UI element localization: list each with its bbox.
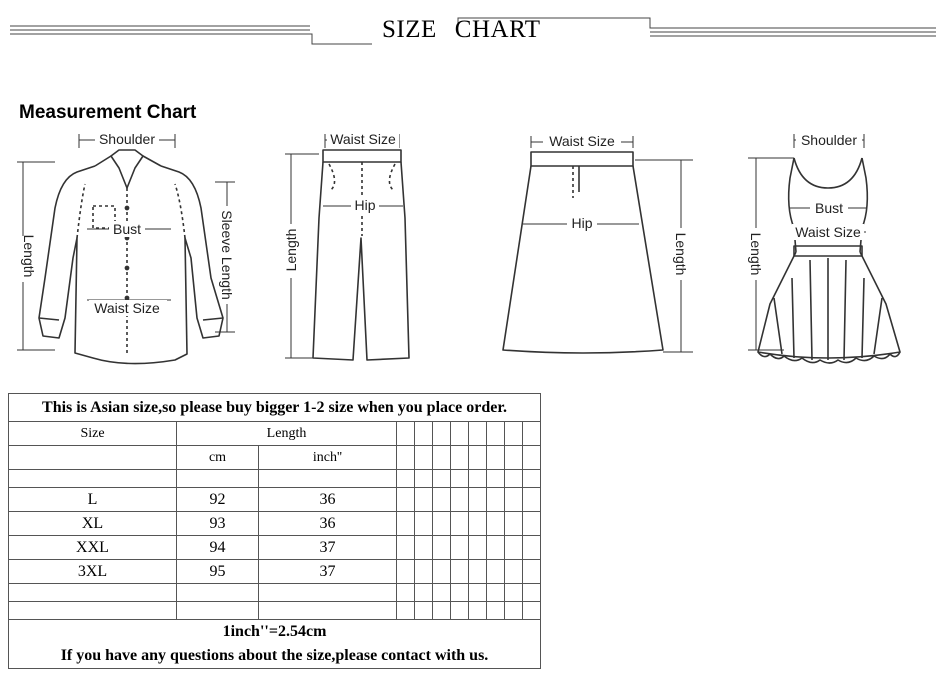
- cm-cell: 93: [177, 512, 259, 536]
- skirt-length-label: Length: [673, 232, 689, 276]
- size-cell: XXL: [9, 536, 177, 560]
- size-column-header: Size: [9, 422, 177, 446]
- inch-conversion-note: 1inch''=2.54cm: [9, 620, 541, 645]
- shirt-waist-label: Waist Size: [94, 300, 160, 316]
- table-header-row: [9, 422, 541, 446]
- shirt-illustration: [15, 128, 250, 373]
- title-word-size: SIZE: [382, 16, 437, 43]
- shirt-sleeve-label: Sleeve Length: [219, 210, 235, 300]
- contact-note: If you have any questions about the size,please contact with us.: [9, 644, 541, 669]
- size-cell: XL: [9, 512, 177, 536]
- skirt-waist-label: Waist Size: [549, 133, 615, 149]
- table-contact-row: [9, 644, 541, 669]
- dress-length-label: Length: [748, 232, 764, 276]
- cm-cell: 94: [177, 536, 259, 560]
- table-spacer-row: [9, 584, 541, 602]
- measurement-chart-title: Measurement Chart: [19, 102, 197, 123]
- table-unit-row: [9, 446, 541, 470]
- table-banner-row: [9, 394, 541, 422]
- dress-bust-label: Bust: [814, 200, 844, 216]
- size-chart-header: [0, 0, 944, 60]
- title-word-chart: CHART: [454, 16, 541, 43]
- skirt-hip-label: Hip: [571, 215, 593, 231]
- inch-cell: 36: [259, 512, 397, 536]
- dress-waist-label: Waist Size: [795, 224, 861, 240]
- cm-cell: 92: [177, 488, 259, 512]
- table-spacer-row: [9, 470, 541, 488]
- size-cell: 3XL: [9, 560, 177, 584]
- shirt-length-label: Length: [21, 234, 37, 278]
- table-row: [9, 488, 541, 512]
- inch-cell: 37: [259, 560, 397, 584]
- pants-hip-label: Hip: [354, 197, 376, 213]
- pants-waist-label: Waist Size: [330, 131, 396, 147]
- length-column-header: Length: [177, 422, 397, 446]
- shirt-shoulder-label: Shoulder: [98, 131, 156, 147]
- table-row: [9, 560, 541, 584]
- cm-unit-header: cm: [177, 446, 259, 470]
- inch-cell: 36: [259, 488, 397, 512]
- table-conversion-row: [9, 620, 541, 645]
- dress-illustration: [734, 128, 914, 368]
- inch-cell: 37: [259, 536, 397, 560]
- size-table: [8, 393, 541, 669]
- shirt-bust-label: Bust: [112, 221, 142, 237]
- pants-illustration: [283, 128, 433, 368]
- inch-unit-header: inch'': [259, 446, 397, 470]
- pants-length-label: Length: [283, 228, 299, 272]
- table-row: [9, 536, 541, 560]
- asian-size-notice: This is Asian size,so please buy bigger 1-2 size when you place order.: [9, 394, 541, 422]
- cm-cell: 95: [177, 560, 259, 584]
- skirt-illustration: [495, 128, 705, 363]
- page-title: [382, 16, 541, 44]
- size-cell: L: [9, 488, 177, 512]
- table-spacer-row: [9, 602, 541, 620]
- dress-shoulder-label: Shoulder: [800, 132, 858, 148]
- table-row: [9, 512, 541, 536]
